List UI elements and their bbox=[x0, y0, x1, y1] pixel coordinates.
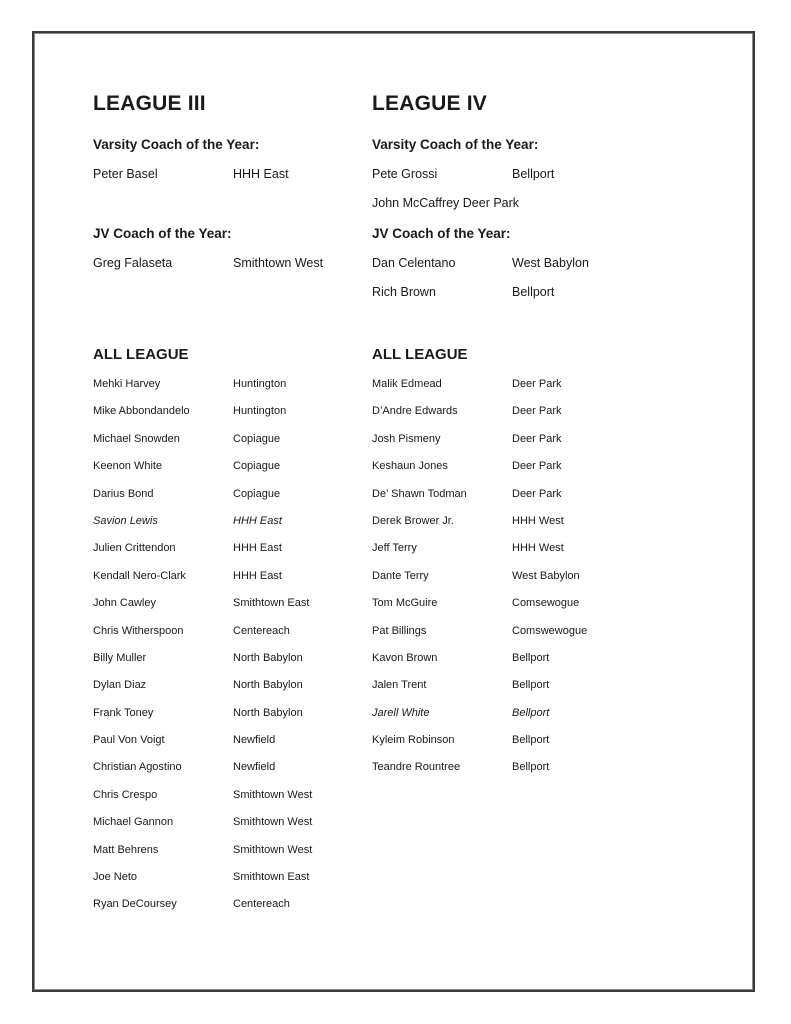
player-school: Smithtown East bbox=[233, 597, 310, 610]
player-name: John Cawley bbox=[93, 597, 156, 610]
player-name: Joe Neto bbox=[93, 871, 138, 884]
player-name: Frank Toney bbox=[93, 706, 154, 719]
player-name: Savion Lewis bbox=[93, 514, 158, 527]
player-name: Michael Snowden bbox=[93, 432, 180, 445]
player-school: Deer Park bbox=[512, 378, 562, 390]
league-4-jv-heading: JV Coach of the Year: bbox=[372, 226, 511, 241]
player-school: Comsewogue bbox=[512, 597, 580, 610]
coach-name: Pete Grossi bbox=[372, 167, 438, 181]
player-school: HHH East bbox=[233, 542, 282, 555]
player-name: Kyleim Robinson bbox=[372, 734, 455, 747]
player-name: Paul Von Voigt bbox=[93, 734, 165, 747]
coach-school: West Babylon bbox=[512, 256, 589, 270]
coach-school: Bellport bbox=[512, 285, 555, 299]
player-name: Matt Behrens bbox=[93, 843, 159, 856]
player-name: Keshaun Jones bbox=[372, 460, 448, 473]
coach-school: HHH East bbox=[233, 167, 289, 181]
player-name: Chris Witherspoon bbox=[93, 624, 184, 637]
player-name: Malik Edmead bbox=[372, 378, 442, 390]
player-school: Copiague bbox=[233, 432, 281, 445]
league-3-all-league-heading: ALL LEAGUE bbox=[93, 346, 189, 363]
player-name: De’ Shawn Todman bbox=[372, 487, 467, 500]
player-school: North Babylon bbox=[233, 679, 303, 692]
player-school: HHH East bbox=[233, 569, 282, 582]
player-name: Derek Brower Jr. bbox=[372, 514, 454, 527]
player-name: Dylan Diaz bbox=[93, 679, 147, 692]
player-school: Copiague bbox=[233, 487, 281, 500]
player-name: Jeff Terry bbox=[372, 542, 417, 555]
player-school: Centereach bbox=[233, 624, 290, 637]
coach-name: Greg Falaseta bbox=[93, 256, 173, 270]
player-school: North Babylon bbox=[233, 651, 303, 664]
player-school: HHH East bbox=[233, 514, 282, 527]
player-school: Comswewogue bbox=[512, 624, 588, 637]
player-name: Pat Billings bbox=[372, 624, 427, 637]
player-school: Deer Park bbox=[512, 487, 562, 500]
league-3-varsity-heading: Varsity Coach of the Year: bbox=[93, 137, 260, 152]
coach-school: Smithtown West bbox=[233, 256, 324, 270]
player-name: Michael Gannon bbox=[93, 816, 174, 829]
player-name: Chris Crespo bbox=[93, 788, 158, 801]
player-name: Josh Pismeny bbox=[372, 432, 441, 445]
player-school: Smithtown West bbox=[233, 843, 313, 856]
league-4-title: LEAGUE IV bbox=[372, 92, 487, 115]
player-school: HHH West bbox=[512, 514, 564, 527]
player-name: Dante Terry bbox=[372, 569, 429, 582]
player-school: Bellport bbox=[512, 679, 550, 692]
player-school: Deer Park bbox=[512, 460, 562, 473]
coach-name: John McCaffrey Deer Park bbox=[372, 196, 520, 210]
league-3-jv-heading: JV Coach of the Year: bbox=[93, 226, 232, 241]
player-name: Ryan DeCoursey bbox=[93, 898, 177, 911]
player-name: Jalen Trent bbox=[372, 679, 427, 692]
player-school: Smithtown West bbox=[233, 788, 313, 801]
player-name: Billy Muller bbox=[93, 651, 147, 664]
player-school: Deer Park bbox=[512, 405, 562, 418]
player-name: Keenon White bbox=[93, 460, 163, 473]
player-school: Newfield bbox=[233, 761, 276, 774]
player-name: Julien Crittendon bbox=[93, 542, 176, 555]
player-school: Bellport bbox=[512, 734, 550, 747]
coach-name: Rich Brown bbox=[372, 285, 436, 299]
player-school: North Babylon bbox=[233, 706, 303, 719]
player-name: Mehki Harvey bbox=[93, 378, 161, 390]
player-name: D’Andre Edwards bbox=[372, 405, 458, 418]
player-school: Smithtown West bbox=[233, 816, 313, 829]
player-school: HHH West bbox=[512, 542, 564, 555]
player-school: Smithtown East bbox=[233, 871, 310, 884]
league-3-title: LEAGUE III bbox=[93, 92, 206, 115]
player-name: Kendall Nero-Clark bbox=[93, 569, 186, 582]
player-name: Darius Bond bbox=[93, 487, 154, 500]
coach-school: Bellport bbox=[512, 167, 555, 181]
player-name: Teandre Rountree bbox=[372, 761, 461, 774]
player-school: Copiague bbox=[233, 460, 281, 473]
player-school: West Babylon bbox=[512, 569, 580, 582]
player-name: Jarell White bbox=[372, 706, 430, 719]
player-school: Newfield bbox=[233, 734, 276, 747]
coach-name: Dan Celentano bbox=[372, 256, 456, 270]
player-school: Bellport bbox=[512, 761, 550, 774]
player-school: Bellport bbox=[512, 651, 550, 664]
league-4-varsity-heading: Varsity Coach of the Year: bbox=[372, 137, 539, 152]
league-4-all-league-heading: ALL LEAGUE bbox=[372, 346, 468, 363]
player-name: Mike Abbondandelo bbox=[93, 405, 190, 418]
player-name: Tom McGuire bbox=[372, 597, 438, 610]
player-school: Bellport bbox=[512, 706, 550, 719]
player-school: Huntington bbox=[233, 378, 287, 390]
player-name: Christian Agostino bbox=[93, 761, 182, 774]
player-school: Centereach bbox=[233, 898, 290, 911]
player-school: Huntington bbox=[233, 405, 287, 418]
player-school: Deer Park bbox=[512, 432, 562, 445]
player-name: Kavon Brown bbox=[372, 651, 438, 664]
coach-name: Peter Basel bbox=[93, 167, 158, 181]
